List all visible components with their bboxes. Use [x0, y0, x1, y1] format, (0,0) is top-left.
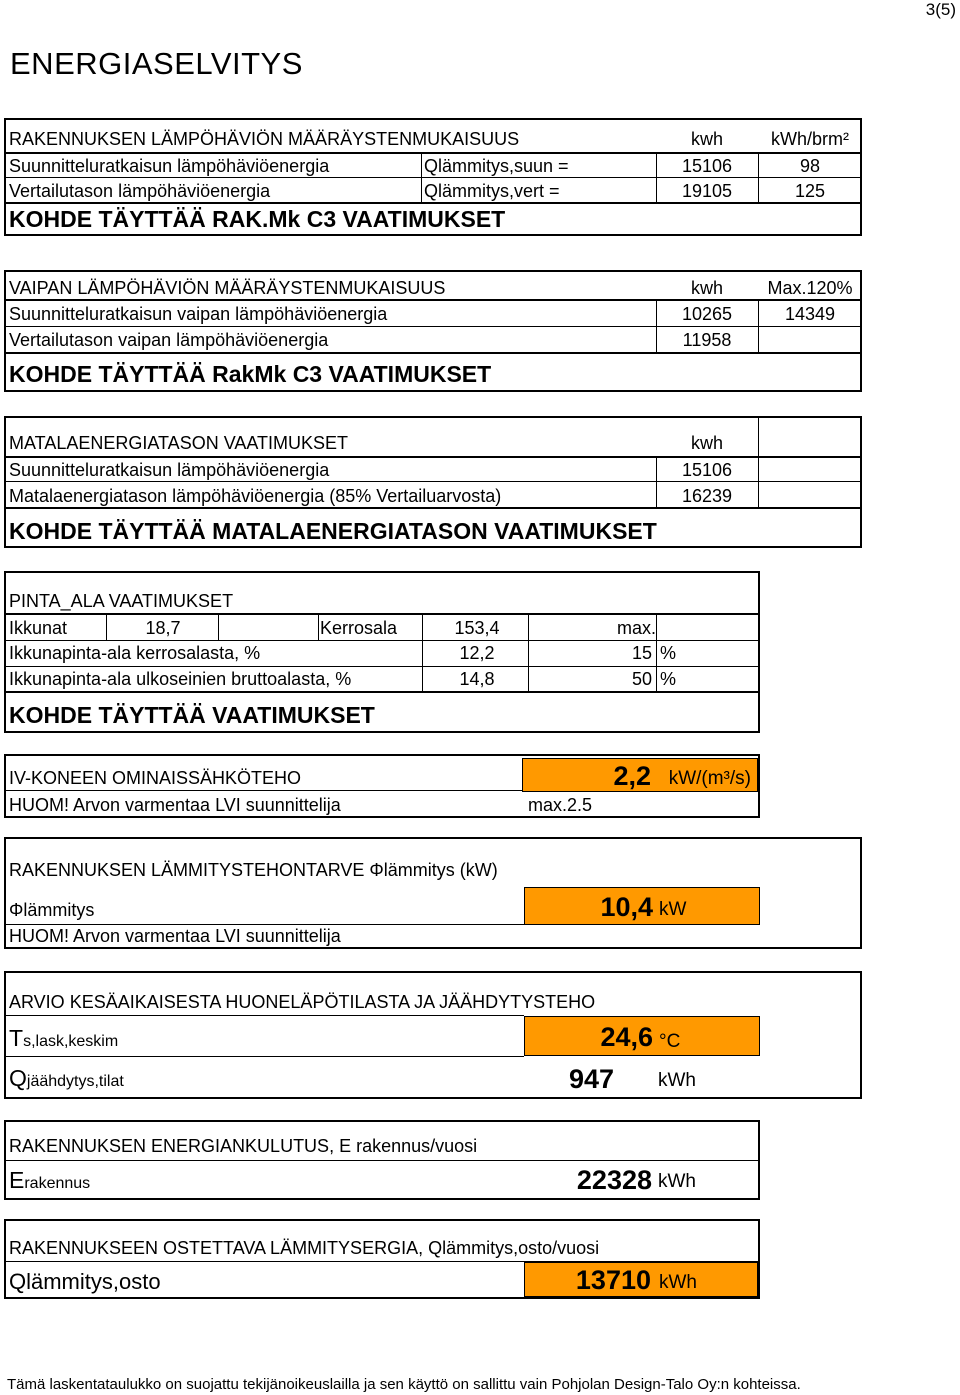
temperature-cell	[524, 1016, 760, 1056]
energy-unit: kWh	[658, 1171, 696, 1192]
temperature-unit: °C	[659, 1031, 681, 1052]
sfp-value: 2,2	[613, 761, 651, 791]
row-label: Suunnitteluratkaisun lämpöhäviöenergia	[9, 156, 330, 176]
max-note: max.2.5	[528, 795, 593, 815]
page-number: 3(5)	[925, 0, 956, 19]
row-label: Vertailutason vaipan lämpöhäviöenergia	[9, 330, 329, 350]
kerrosala-label: Kerrosala	[320, 618, 398, 638]
section-sfp	[4, 754, 760, 818]
cooling-symbol: Qjäähdytys,tilat	[9, 1065, 124, 1091]
section-area	[4, 571, 760, 733]
section-heading: RAKENNUKSEN LÄMMITYSTEHONTARVE Φlämmitys (kW)	[9, 860, 498, 880]
column-header-kwh: kwh	[690, 433, 723, 453]
energy-value: 22328	[576, 1165, 652, 1195]
row-symbol: Qlämmitys,vert =	[424, 181, 560, 201]
purchased-heating-cell	[524, 1262, 758, 1297]
row-label: Ikkunapinta-ala ulkoseinien bruttoalasta, %	[9, 669, 352, 689]
row-value: 14,8	[459, 669, 495, 689]
section-heading: ARVIO KESÄAIKAISESTA HUONELÄPÖTILASTA JA JÄÄHDYTYSTEHO	[9, 992, 596, 1012]
ikkunat-value: 18,7	[145, 618, 181, 638]
row-max: 15	[631, 643, 652, 663]
row-max: 50	[631, 669, 652, 689]
row-kwh: 10265	[681, 304, 733, 324]
column-header-kwh: kwh	[690, 278, 723, 298]
row-unit: %	[660, 643, 677, 663]
cooling-value: 947	[568, 1064, 614, 1094]
row-symbol: Qlämmitys,suun =	[424, 156, 569, 176]
section-heat-loss	[4, 118, 862, 236]
row-kwh: 11958	[682, 330, 732, 350]
row-per-brm: 98	[799, 156, 821, 176]
row-kwh: 19105	[681, 181, 733, 201]
column-header-max: Max.120%	[767, 278, 853, 298]
ikkunat-label: Ikkunat	[9, 618, 68, 638]
temperature-symbol: Ts,lask,keskim	[9, 1025, 119, 1051]
section-heading: RAKENNUKSEN LÄMPÖHÄVIÖN MÄÄRÄYSTENMUKAISUUS	[9, 129, 520, 149]
section-heading: IV-KONEEN OMINAISSÄHKÖTEHO	[9, 768, 302, 788]
energy-symbol: Erakennus	[9, 1167, 91, 1193]
result-text: KOHDE TÄYTTÄÄ RakMk C3 VAATIMUKSET	[9, 361, 492, 387]
heating-power-cell	[524, 887, 760, 925]
section-heading: MATALAENERGIATASON VAATIMUKSET	[9, 433, 349, 453]
column-header-kwh: kwh	[690, 129, 723, 149]
heating-power-value: 10,4	[600, 892, 653, 922]
sfp-unit: kW/(m³/s)	[668, 768, 751, 789]
row-max: 14349	[784, 304, 836, 324]
row-label: Suunnitteluratkaisun vaipan lämpöhäviöenergia	[9, 304, 388, 324]
row-per-brm: 125	[794, 181, 826, 201]
row-label: Vertailutason lämpöhäviöenergia	[9, 181, 271, 201]
temperature-value: 24,6	[600, 1022, 653, 1052]
section-energy-consumption	[4, 1120, 760, 1200]
row-kwh: 15106	[681, 156, 733, 176]
section-heading: RAKENNUKSEN ENERGIANKULUTUS, E rakennus/vuosi	[9, 1136, 478, 1156]
result-text: KOHDE TÄYTTÄÄ VAATIMUKSET	[9, 702, 375, 728]
section-summer-temperature	[4, 971, 862, 1099]
column-header-kwh-brm: kWh/brm²	[771, 129, 849, 149]
result-text: KOHDE TÄYTTÄÄ RAK.Mk C3 VAATIMUKSET	[9, 206, 506, 232]
note-text: HUOM! Arvon varmentaa LVI suunnittelija	[9, 926, 341, 946]
heating-power-unit: kW	[659, 899, 687, 920]
row-label: Suunnitteluratkaisun lämpöhäviöenergia	[9, 460, 330, 480]
footer-copyright: Tämä laskentataulukko on suojattu tekijänoikeuslailla ja sen käyttö on sallittu vain Pohjolan Design-Talo Oy:n kohteissa.	[7, 1376, 801, 1393]
result-text: KOHDE TÄYTTÄÄ MATALAENERGIATASON VAATIMUKSET	[9, 518, 657, 544]
row-kwh: 16239	[681, 486, 733, 506]
section-purchased-heating	[4, 1219, 760, 1299]
sfp-value-cell	[522, 758, 758, 792]
purchased-symbol: Qlämmitys,osto	[9, 1269, 161, 1294]
section-envelope-loss	[4, 270, 862, 392]
row-unit: %	[660, 669, 677, 689]
max-label: max.	[616, 618, 656, 638]
section-heading: VAIPAN LÄMPÖHÄVIÖN MÄÄRÄYSTENMUKAISUUS	[9, 278, 446, 298]
section-heating-power	[4, 837, 862, 949]
row-value: 12,2	[459, 643, 495, 663]
symbol-label: Φlämmitys	[9, 900, 95, 920]
cooling-unit: kWh	[658, 1070, 696, 1091]
page-title: ENERGIASELVITYS	[10, 46, 303, 81]
note-text: HUOM! Arvon varmentaa LVI suunnittelija	[9, 795, 341, 815]
row-label: Ikkunapinta-ala kerrosalasta, %	[9, 643, 261, 663]
purchased-heating-value: 13710	[575, 1265, 651, 1295]
row-kwh: 15106	[681, 460, 733, 480]
section-heading: PINTA_ALA VAATIMUKSET	[9, 591, 234, 611]
purchased-heating-unit: kWh	[659, 1272, 697, 1293]
row-label: Matalaenergiatason lämpöhäviöenergia (85% Vertailuarvosta)	[9, 486, 502, 506]
kerrosala-value: 153,4	[454, 618, 500, 638]
section-heading: RAKENNUKSEEN OSTETTAVA LÄMMITYSERGIA, Qlämmitys,osto/vuosi	[9, 1238, 600, 1258]
section-low-energy	[4, 416, 862, 548]
